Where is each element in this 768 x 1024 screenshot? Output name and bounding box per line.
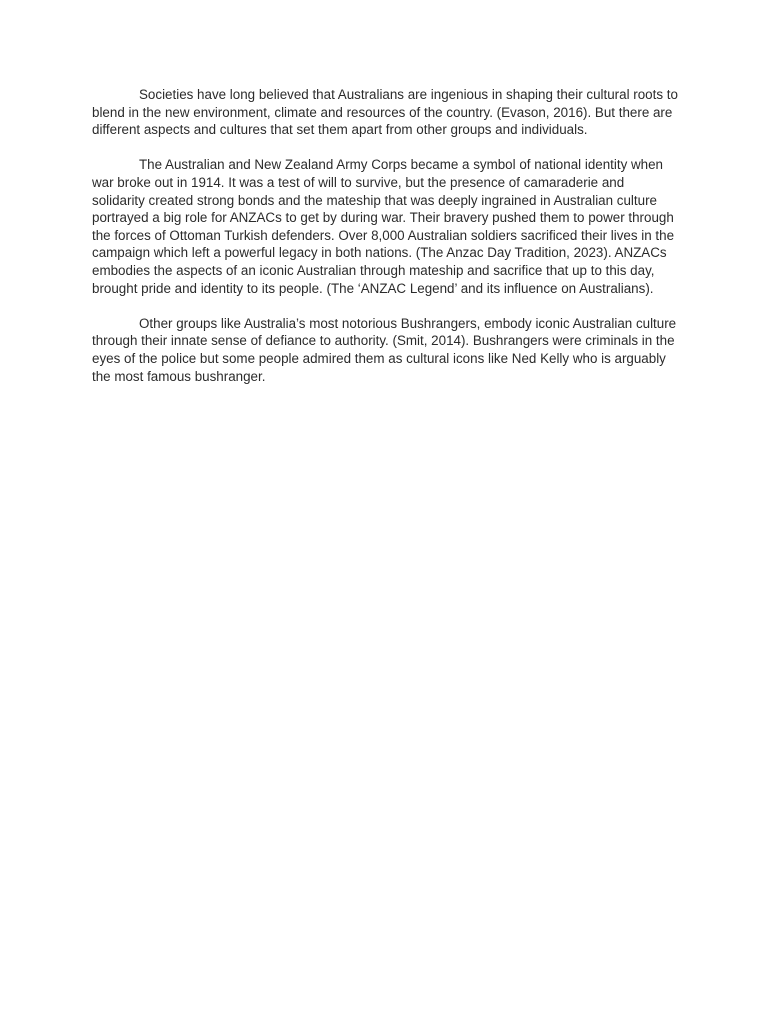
paragraph-anzac: The Australian and New Zealand Army Corps became a symbol of national identity when war broke out in 1914. It was a test of will to survive, but the presence of camaraderie and solidarity created strong bonds and the mateship that was deeply ingrained in Australian culture portrayed a big role for ANZACs to get by during war. Their bravery pushed them to power through the forces of Ottoman Turkish defenders. Over 8,000 Australian soldiers sacrificed their lives in the campaign which left a powerful legacy in both nations. (The Anzac Day Tradition, 2023). ANZACs embodies the aspects of an iconic Australian through mateship and sacrifice that up to this day, brought pride and identity to its people. (The ‘ANZAC Legend’ and its influence on Australians). bbox=[92, 157, 675, 296]
document-body bbox=[92, 86, 680, 403]
paragraph-bushrangers: Other groups like Australia’s most notorious Bushrangers, embody iconic Australian culture through their innate sense of defiance to authority. (Smit, 2014). Bushrangers were criminals in the eyes of the police but some people admired them as cultural icons like Ned Kelly who is arguably the most famous bushranger. bbox=[92, 315, 677, 384]
paragraph-intro: Societies have long believed that Australians are ingenious in shaping their cultural roots to blend in the new environment, climate and resources of the country. (Evason, 2016). But there are different aspects and cultures that set them apart from other groups and individuals. bbox=[92, 87, 678, 138]
